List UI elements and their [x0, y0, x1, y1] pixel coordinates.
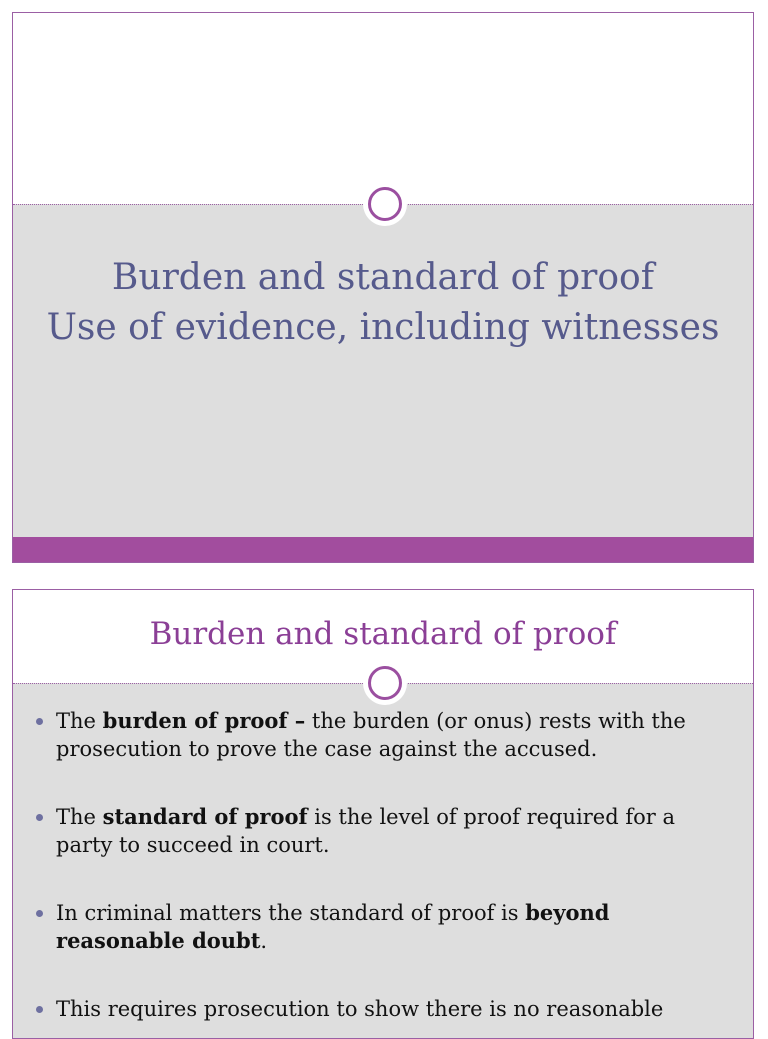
circle-ornament-icon — [363, 182, 407, 226]
slide-title-line-1: Burden and standard of proof — [111, 257, 655, 298]
slide-heading: Burden and standard of proof — [149, 616, 617, 652]
circle-ornament-icon — [363, 661, 407, 705]
slide-top-panel — [13, 13, 753, 204]
slide-title — [13, 253, 753, 353]
bullet-item: In criminal matters the standard of proof is beyond reasonable doubt. — [35, 899, 733, 955]
bullet-item: The standard of proof is the level of proof required for a party to succeed in court. — [35, 803, 733, 859]
slide-title-line-2: Use of evidence, including witnesses — [46, 307, 720, 348]
content-slide — [12, 589, 754, 1039]
title-slide — [12, 12, 754, 563]
bullet-item: The burden of proof – the burden (or onus) rests with the prosecution to prove the case against the accused. — [35, 707, 733, 763]
bullet-list — [35, 707, 733, 1039]
bullet-item: This requires prosecution to show there is no reasonable — [35, 995, 733, 1023]
footer-accent-bar — [13, 537, 753, 563]
